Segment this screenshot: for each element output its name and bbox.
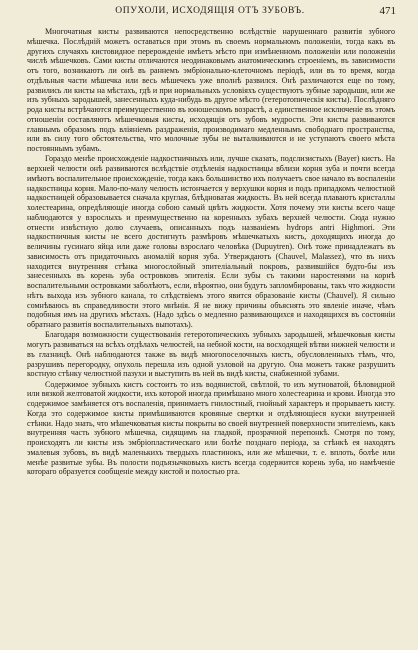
paragraph-1: Многочатныя кисты развиваются непосредственно вслѣдствіе нарушеннаго развитія зубного мѣшечка. Послѣдній можетъ оставаться при этомъ въ своемъ нормальномъ положеніи, тогда какъ въ другихъ случаяхъ кистовидное перерожденіе имѣетъ мѣсто при измѣненномъ положеніи или положеніи числѣ мѣшечковъ. Сами кисты отличаются неодинаковымъ анатомическимъ строеніемъ, въ зависимости отъ того, возникаютъ ли онѣ въ раннемъ эмбріонально-клеточномъ періодѣ, или въ то время, когда отдѣльныя части мѣшечка или весь мѣшечекъ уже вполнѣ развился. Онѣ различаются еще по тому, развились ли кисты на мѣстахъ, гдѣ и при нормальныхъ условіяхъ существуютъ зубные зародыши, или же изъ зубныхъ зародышей, занесенныхъ куда-нибудь въ другое мѣсто (гетеротопическія кисты). Послѣдняго рода кисты встрѣчаются преимущественно въ юношескомъ возрастѣ, а единственное исключеніе въ этомъ отношеніи составляютъ мѣшечковыя кисты, исходящія отъ зубовъ мудрости. Эти кисты развиваются главнымъ образомъ подъ вліяніемъ раздраженія, производимаго медленнымъ свободнаго пространства, или въ силу того обстоятельства, что молочные зубы не выталкиваются и не уступаютъ своего мѣста постояннымъ зубамъ. [27,27,395,153]
running-header [24,6,396,26]
paragraph-3: Благодаря возможности существованія гетеротопическихъ зубныхъ зародышей, мѣшечковыя кисты могутъ развиваться на всѣхъ отдѣлахъ челюстей, на небной кости, на восходящей вѣтви нижней челюсти и въ глазницѣ. Онѣ наблюдаются также въ видѣ многопоселочныхъ кистъ, обусловленныхъ тѣмъ, что, разрушивъ перегородку, опухоль перешла изъ одной узловой на другую. Она можетъ также разрушить костную стѣнку челюстной пазухи и выступить въ ней въ видѣ кисты, снабженной зубами. [27,330,395,379]
paragraph-4: Содержимое зубныхъ кистъ состоитъ то изъ водянистой, свѣтлой, то изъ мутноватой, бѣловидной или вязкой желтоватой жидкости, ихъ которой иногда примѣшано много холестеарина и крови. Иногда это содержимое замѣняется отъ воспаленія, принимаетъ гнилостный, гнойный характеръ и прорываетъ кисту. Когда это содержимое кисты примѣшиваются кровяные свертки и отдѣляющіеся куски внутренней стѣнки. Надо знать, что мѣшечковатыя кисты покрыты во своей внутренней поверхности эпителіемъ, какъ внутренняя часть зубного мѣшечка, сидящимъ на гладкой, прозрачной перепонкѣ. Смотря по тому, происходятъ ли кисты изъ эмбріопластическаго или болѣе позднаго періода, за стѣнкѣ ея находятъ эмалевыя зубовъ, въ видѣ маленькихъ твердыхъ пластинокъ, или же мѣшечки, т. е. вплоть, болѣе или менѣе развитые зубы. Въ полости подъязычковыхъ кистъ всегда содержится корень зуба, но намѣченіе котораго образуется сообщеніе между кистой и полостью рта. [27,379,395,477]
paragraph-2: Гораздо менѣе происхожденіе надкостничныхъ или, лучше сказать, подслизистыхъ (Bayer) кистъ. На верхней челюсти онѣ развиваются вслѣдствіе отдѣленія надкостницы вблизи корня зуба и почти всегда имѣютъ воспалительное происхожденіе, тогда какъ большинство ихъ получаетъ свое начало въ воспаленіи надкостницы корня. Мало-по-малу челюсть истончается у верхушки корня и подъ припадкомъ челюстной надкостницей образовывается сначала круглая, блѣдноватая жидкость. Въ ней всегда плаваютъ кристаллы холестеарина, опредѣляющіе иногда собою самый цвѣтъ жидкости. Хотя почему эти кисты всего чаще наблюдаются у взрослыхъ и преимущественно на коренныхъ зубахъ верхней челюсти. Сюда нужно отнести извѣстную долю случаевъ, описанныхъ подъ названіемъ hydrops antri Highmori. Эти надкостничныя кисты не всего достигнуть размѣровъ мѣшечкатыхъ кистъ, доходящихъ иногда до величины гусинаго яйца или даже головы взрослаго человѣка (Dupuytren). Онѣ тоже принадлежатъ въ зависимость отъ придаточныхъ аномалій корня зуба. Утверждаютъ (Chauvel, Malassez), что въ нихъ находится внутренняя стѣнка многослойный эпителіальный покровъ, развившійся будто-бы изъ занесенныхъ въ корень зуба островковъ эпителія. Если зубы съ такими наростенями на корнѣ воспалительными островками заболѣютъ, если, вѣроятно, они будутъ запломбированы, такъ что жидкости нѣтъ выхода изъ зубного канала, то слѣдствіемъ этого явится образованіе кисты (Chauvel). Я сильно сомнѣваюсь въ справедливости этого мнѣнія. Я не вижу причины объяснять это явленіе иначе, чѣмъ подобныя имъ на другихъ мѣстахъ. (Надо здѣсь о медленно развивающихся и находящихся въ состояніи обратнаго развитія воспалительныхъ выпотахъ). [27,154,395,329]
page-number: 471 [379,5,396,17]
body-text [27,27,395,634]
running-title: ОПУХОЛИ, ИСХОДЯЩІЯ ОТЪ ЗУБОВЪ. [115,6,305,16]
